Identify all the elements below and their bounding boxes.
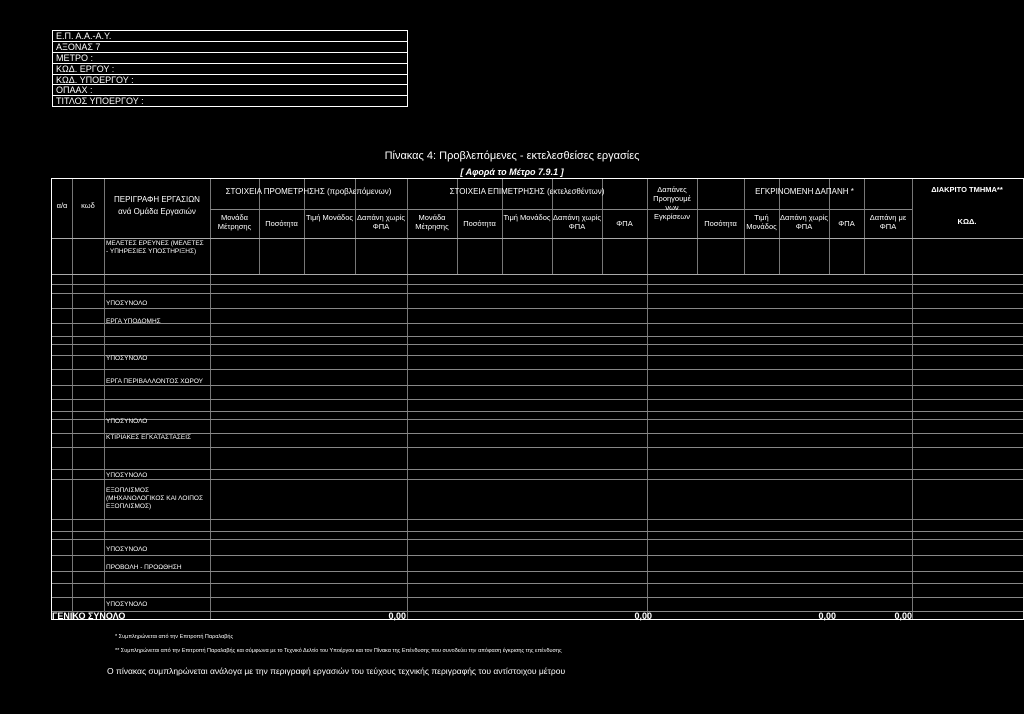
total-value: 0,00	[388, 611, 406, 621]
col-cost-no-vat: Δαπάνη χωρίς ΦΠΑ	[357, 213, 405, 231]
grand-total-label: ΓΕΝΙΚΟ ΣΥΝΟΛΟ	[52, 611, 126, 621]
col-unit-price: Τιμή Μονάδος	[503, 213, 551, 222]
subtotal-label: ΥΠΟΣΥΝΟΛΟ	[106, 418, 148, 425]
total-value: 0,00	[634, 611, 652, 621]
subtotal-label: ΥΠΟΣΥΝΟΛΟ	[106, 355, 148, 362]
col-dept-code: ΚΩΔ.	[957, 217, 977, 226]
header-line: ΟΠΑΑΧ :	[53, 85, 407, 96]
col-vat: ΦΠΑ	[616, 219, 633, 228]
grand-total-row	[0, 611, 1024, 623]
footnote-2: ** Συμπληρώνεται από την Επιτροπή Παραλαβής και σύμφωνα με το Τεχνικό Δελτίο του Υποέργου και τον Πίνακα της Επένδυσης που συνοδεύει την απόφαση έγκρισης της επένδυσης	[115, 648, 562, 654]
subtotal-label: ΥΠΟΣΥΝΟΛΟ	[106, 601, 148, 608]
subtotal-label: ΥΠΟΣΥΝΟΛΟ	[106, 546, 148, 553]
group-approved: ΕΓΚΡΙΝΟΜΕΝΗ ΔΑΠΑΝΗ *	[755, 187, 854, 196]
header-line: ΚΩΔ. ΕΡΓΟΥ :	[53, 64, 407, 75]
col-description: ΠΕΡΙΓΡΑΦΗ ΕΡΓΑΣΙΩΝ	[114, 195, 200, 204]
total-value: 0,00	[894, 611, 912, 621]
section-label: ΠΡΟΒΟΛΗ - ΠΡΟΩΘΗΣΗ	[106, 564, 182, 571]
section-label: ΕΡΓΑ ΠΕΡΙΒΑΛΛΟΝΤΟΣ ΧΩΡΟΥ	[106, 378, 204, 385]
col-cost-with-vat: Δαπάνη με ΦΠΑ	[869, 213, 907, 231]
table-subtitle: [ Αφορά το Μέτρο 7.9.1 ]	[460, 167, 564, 177]
col-cost-no-vat: Δαπάνη χωρίς ΦΠΑ	[780, 213, 828, 231]
header-line: ΚΩΔ. ΥΠΟΕΡΓΟΥ :	[53, 75, 407, 86]
col-unit: Μονάδα Μέτρησης	[217, 213, 252, 231]
col-code: κωδ	[81, 201, 95, 210]
col-unit-price: Τιμή Μονάδος	[305, 213, 353, 222]
header-line: Ε.Π. Α.Α.-Α.Υ.	[53, 31, 407, 42]
group-forecast: ΣΤΟΙΧΕΙΑ ΠΡΟΜΕΤΡΗΣΗΣ (προβλεπόμενων)	[225, 187, 392, 196]
col-aa: α/α	[56, 201, 68, 210]
table-title: Πίνακας 4: Προβλεπόμενες - εκτελεσθείσες εργασίες	[384, 150, 640, 162]
col-unit: Μονάδα Μέτρησης	[415, 213, 449, 231]
col-unit-price: Τιμή Μονάδος	[746, 213, 777, 231]
footnote-1: * Συμπληρώνεται από την Επιτροπή Παραλαβής	[115, 634, 234, 640]
section-label: ΕΡΓΑ ΥΠΟΔΟΜΗΣ	[106, 318, 161, 325]
subtotal-label: ΥΠΟΣΥΝΟΛΟ	[106, 300, 148, 307]
section-label: ΕΞΟΠΛΙΣΜΟΣ (ΜΗΧΑΝΟΛΟΓΙΚΟΣ ΚΑΙ ΛΟΙΠΟΣ ΕΞΟΠΛΙΣΜΟΣ)	[106, 487, 203, 510]
header-line: ΤΙΤΛΟΣ ΥΠΟΕΡΓΟΥ :	[56, 96, 144, 107]
header-info-box	[52, 30, 408, 107]
section-label: ΚΤΙΡΙΑΚΕΣ ΕΓΚΑΤΑΣΤΑΣΕΙΣ	[106, 434, 192, 441]
group-measured: ΣΤΟΙΧΕΙΑ ΕΠΙΜΕΤΡΗΣΗΣ (εκτελεσθέντων)	[449, 187, 605, 196]
col-vat: ΦΠΑ	[838, 219, 855, 228]
header-line: ΑΞΟΝΑΣ 7	[53, 42, 407, 53]
header-line: ΜΕΤΡΟ :	[53, 53, 407, 64]
section-label: ΜΕΛΕΤΕΣ ΕΡΕΥΝΕΣ (ΜΕΛΕΤΕΣ - ΥΠΗΡΕΣΙΕΣ ΥΠΟΣΤΗΡΙΞΗΣ)	[106, 240, 204, 255]
col-qty: Ποσότητα	[463, 219, 496, 228]
subtotal-label: ΥΠΟΣΥΝΟΛΟ	[106, 472, 148, 479]
col-prev-approvals: Δαπάνες Προηγουμέ νων Εγκρίσεων	[653, 185, 691, 221]
col-qty: Ποσότητα	[265, 219, 298, 228]
col-cost-no-vat: Δαπάνη χωρίς ΦΠΑ	[553, 213, 601, 231]
col-qty: Ποσότητα	[704, 219, 737, 228]
col-description-sub: ανά Ομάδα Εργασιών	[118, 207, 196, 216]
footer-text: Ο πίνακας συμπληρώνεται ανάλογα με την περιγραφή εργασιών του τεύχους τεχνικής περιγραφής του αντίστοιχου μέτρου	[107, 666, 566, 676]
total-value: 0,00	[818, 611, 836, 621]
col-dept: ΔΙΑΚΡΙΤΟ ΤΜΗΜΑ**	[931, 185, 1003, 194]
